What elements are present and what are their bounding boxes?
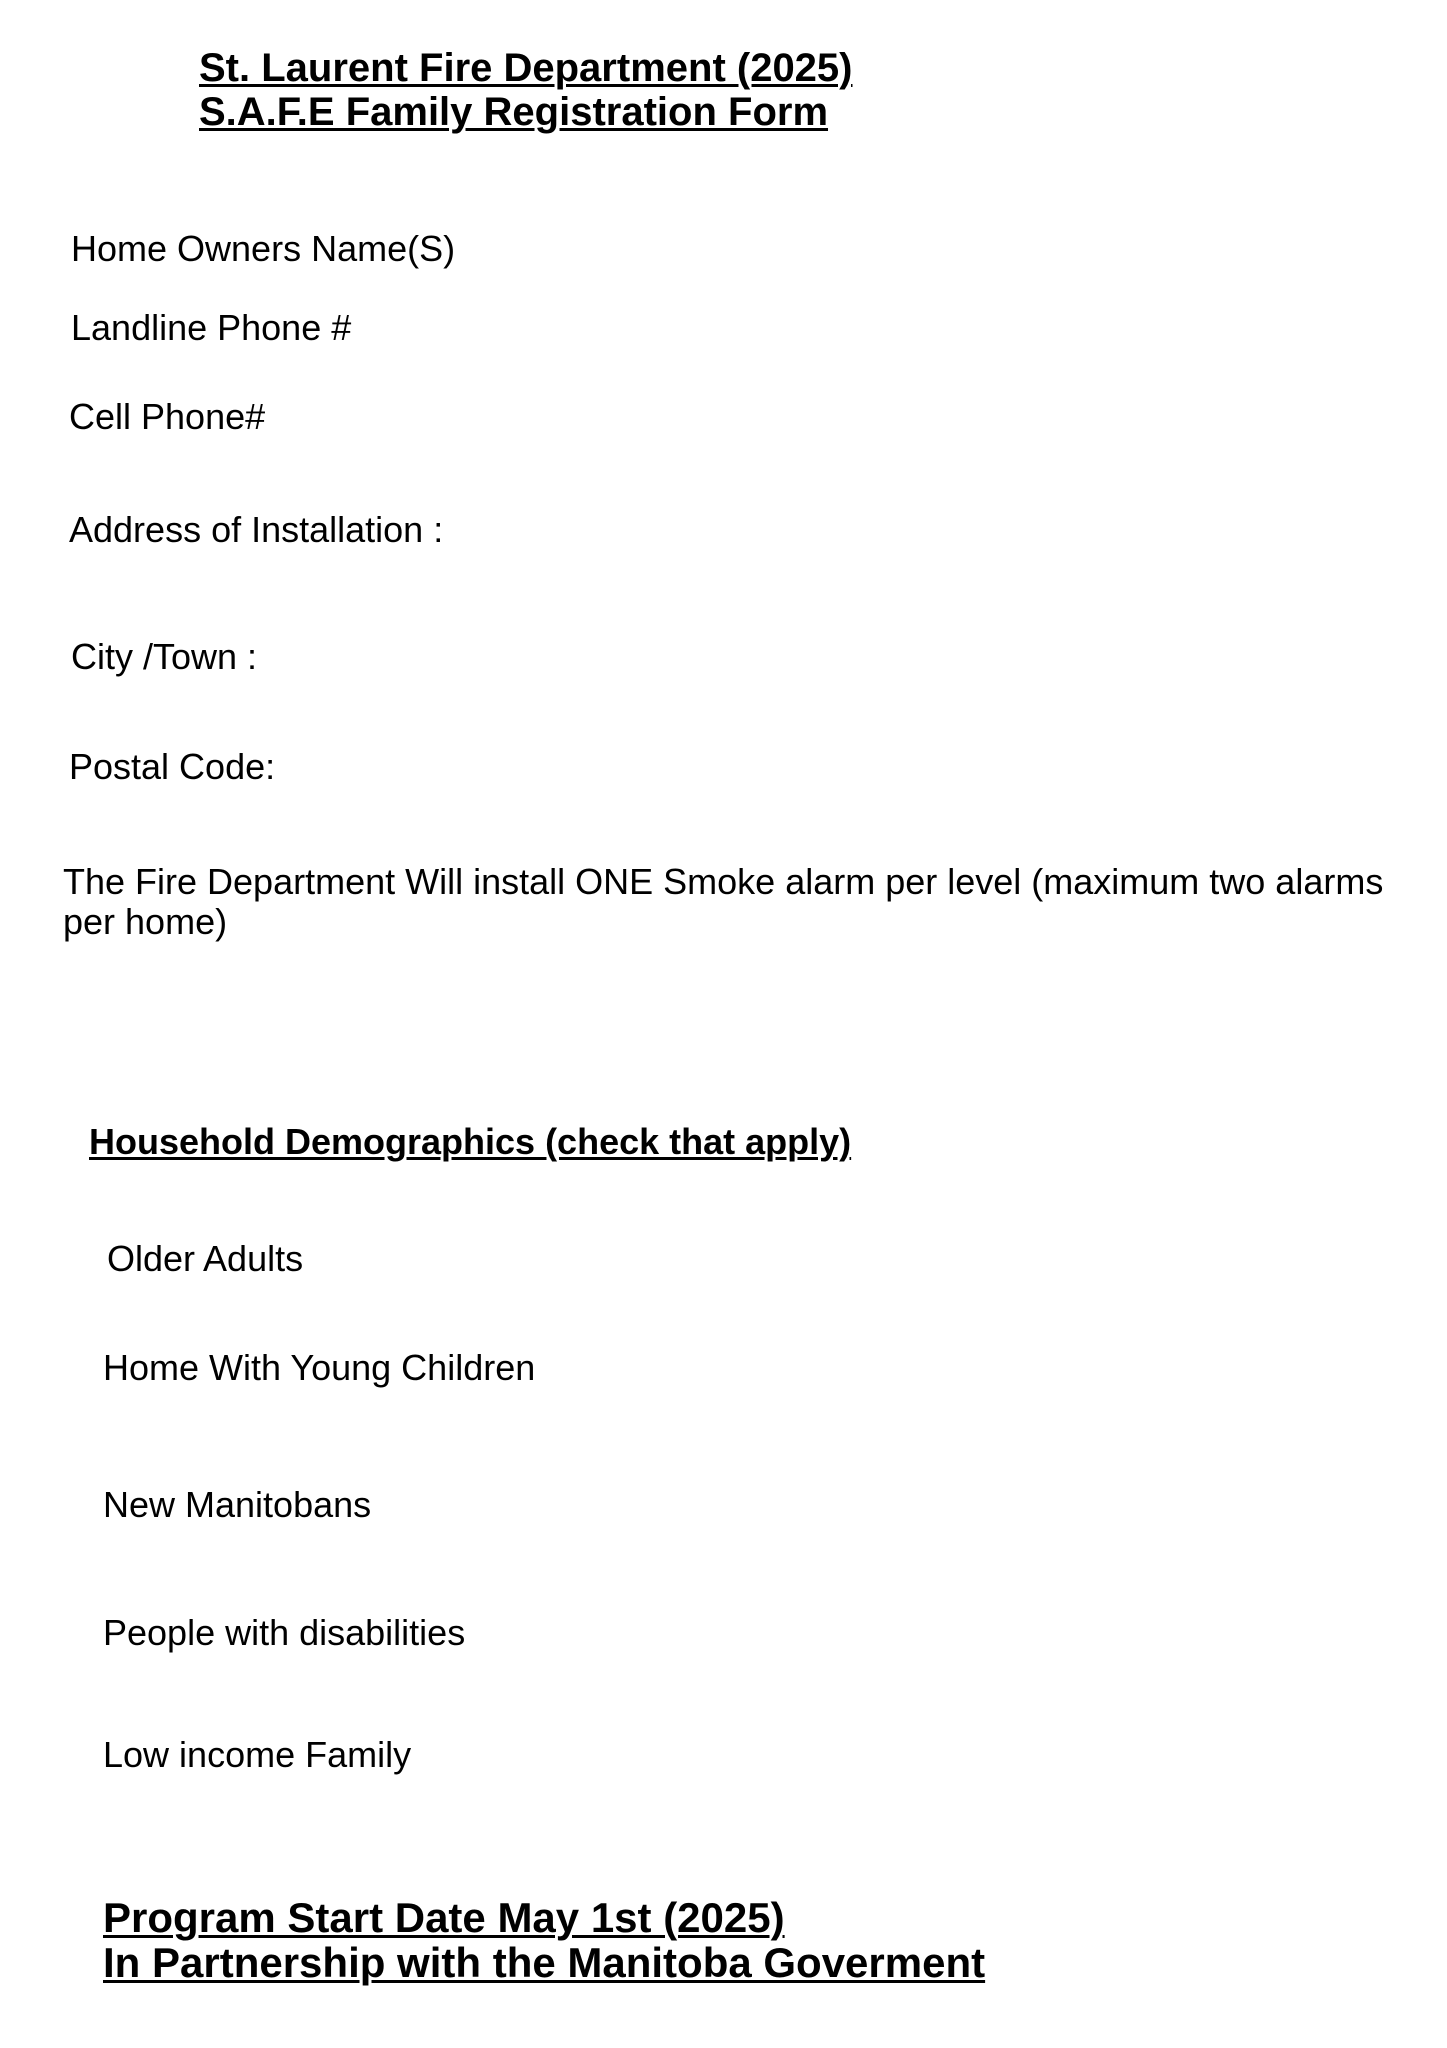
option-new-manitobans: New Manitobans	[103, 1484, 372, 1525]
cell-phone-label: Cell Phone#	[69, 396, 266, 437]
address-label: Address of Installation :	[69, 509, 444, 550]
city-town-label: City /Town :	[71, 636, 258, 677]
landline-phone-label: Landline Phone #	[71, 307, 352, 348]
installation-notice: The Fire Department Will install ONE Smoke alarm per level (maximum two alarms per home)	[63, 861, 1384, 942]
postal-code-label: Postal Code:	[69, 746, 276, 787]
demographics-heading: Household Demographics (check that apply)	[89, 1121, 852, 1162]
form-subtitle: S.A.F.E Family Registration Form	[199, 90, 829, 134]
option-disabilities: People with disabilities	[103, 1612, 466, 1653]
partnership-line: In Partnership with the Manitoba Goverment	[103, 1939, 986, 1986]
form-title: St. Laurent Fire Department (2025)	[199, 46, 853, 90]
option-young-children: Home With Young Children	[103, 1347, 536, 1388]
home-owners-name-label: Home Owners Name(S)	[71, 228, 456, 269]
option-low-income: Low income Family	[103, 1734, 412, 1775]
program-start-date: Program Start Date May 1st (2025)	[103, 1894, 785, 1941]
option-older-adults: Older Adults	[107, 1238, 304, 1279]
